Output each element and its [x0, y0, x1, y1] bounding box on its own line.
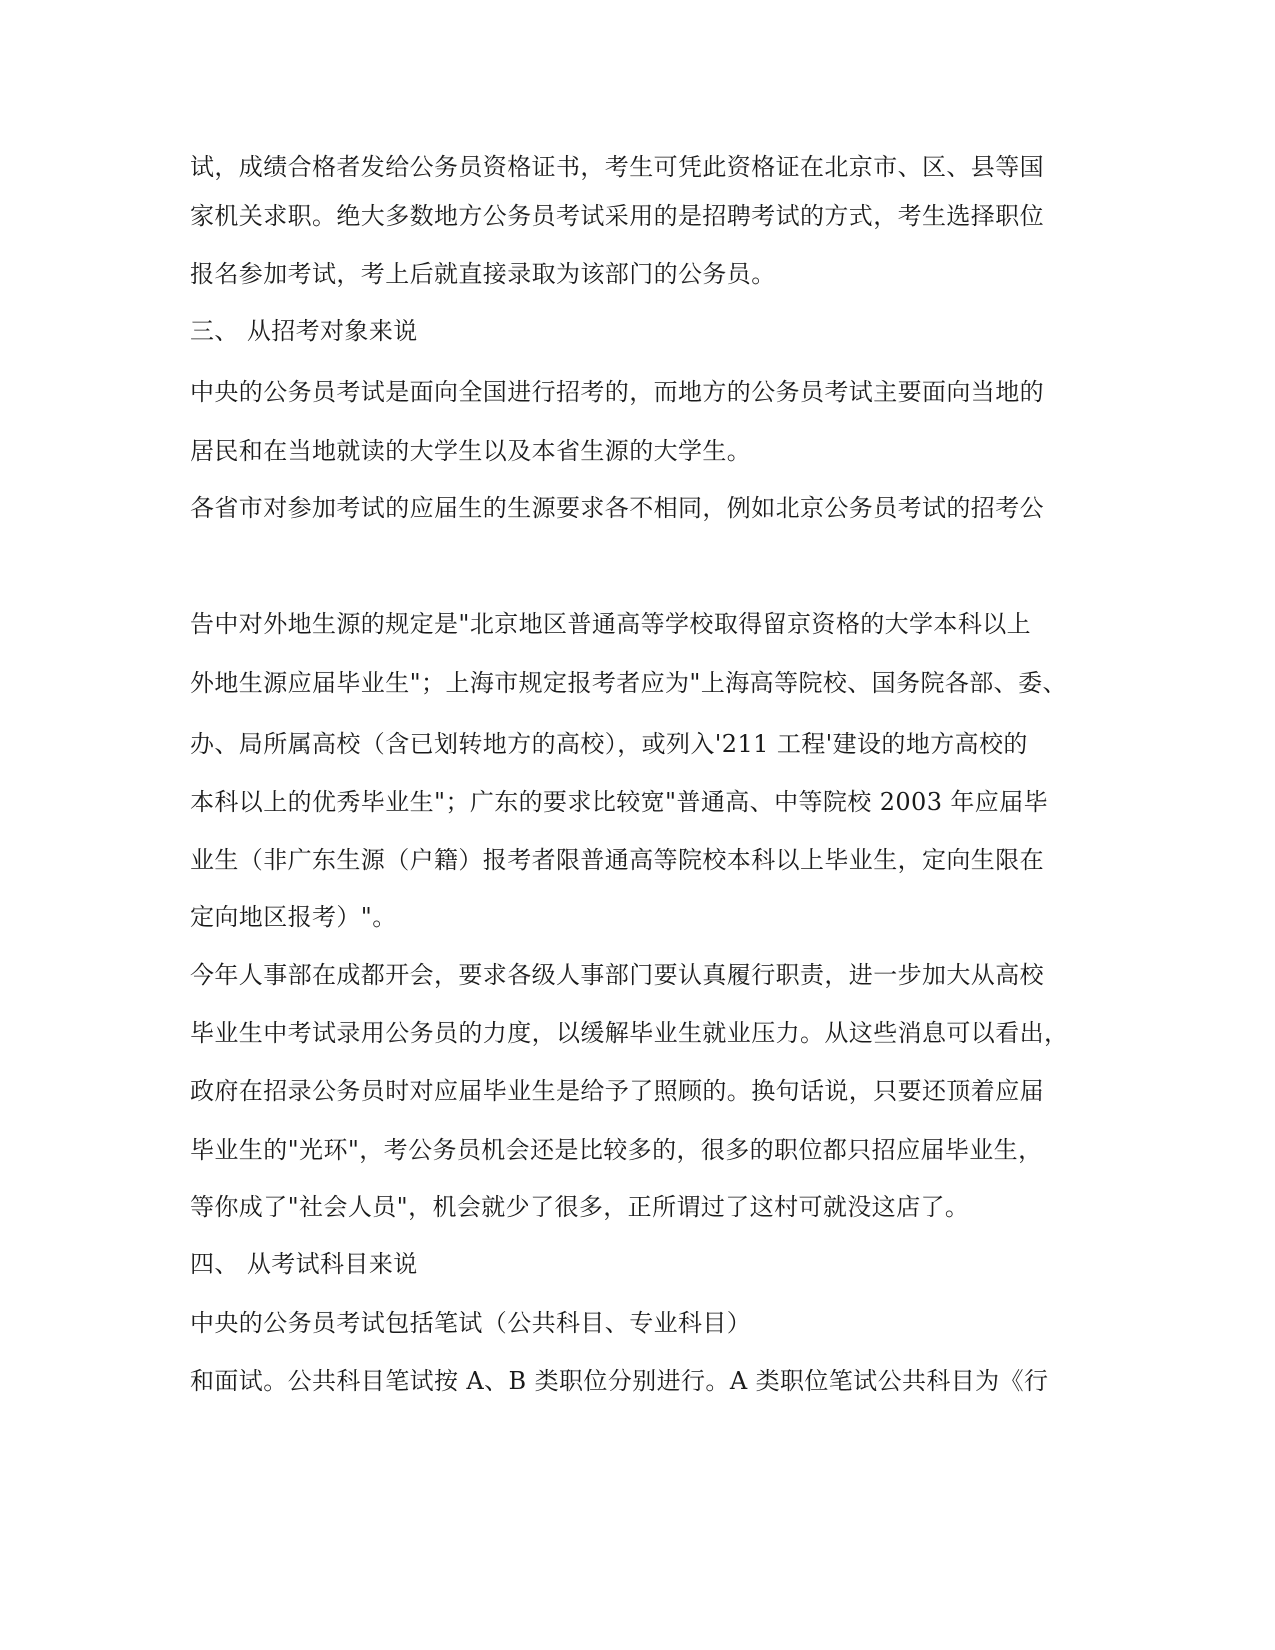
text-line: 今年人事部在成都开会，要求各级人事部门要认真履行职责，进一步加大从高校: [190, 961, 1044, 989]
text-line: 政府在招录公务员时对应届毕业生是给予了照顾的。换句话说，只要还顶着应届: [190, 1077, 1044, 1105]
section-heading: 三、 从招考对象来说: [190, 317, 418, 345]
text-line: 等你成了"社会人员"，机会就少了很多，正所谓过了这村可就没这店了。: [190, 1193, 970, 1221]
text-line: 各省市对参加考试的应届生的生源要求各不相同，例如北京公务员考试的招考公: [190, 494, 1044, 522]
text-line: 定向地区报考）"。: [190, 903, 397, 931]
text-line: 告中对外地生源的规定是"北京地区普通高等学校取得留京资格的大学本科以上: [190, 610, 1032, 638]
text-line: 试，成绩合格者发给公务员资格证书，考生可凭此资格证在北京市、区、县等国: [190, 153, 1044, 181]
text-line: 中央的公务员考试是面向全国进行招考的，而地方的公务员考试主要面向当地的: [190, 378, 1044, 406]
text-line: 和面试。公共科目笔试按 A、B 类职位分别进行。A 类职位笔试公共科目为《行: [190, 1367, 1049, 1395]
text-line: 本科以上的优秀毕业生"；广东的要求比较宽"普通高、中等院校 2003 年应届毕: [190, 788, 1049, 816]
text-line: 毕业生中考试录用公务员的力度，以缓解毕业生就业压力。从这些消息可以看出，: [190, 1019, 1069, 1047]
text-line: 中央的公务员考试包括笔试（公共科目、专业科目）: [190, 1309, 752, 1337]
text-line: 业生（非广东生源（户籍）报考者限普通高等院校本科以上毕业生，定向生限在: [190, 846, 1044, 874]
text-line: 办、局所属高校（含已划转地方的高校），或列入'211 工程'建设的地方高校的: [190, 730, 1028, 758]
text-line: 报名参加考试，考上后就直接录取为该部门的公务员。: [190, 260, 776, 288]
text-line: 家机关求职。绝大多数地方公务员考试采用的是招聘考试的方式，考生选择职位: [190, 202, 1044, 230]
text-line: 毕业生的"光环"，考公务员机会还是比较多的，很多的职位都只招应届毕业生，: [190, 1136, 1043, 1164]
text-line: 居民和在当地就读的大学生以及本省生源的大学生。: [190, 437, 752, 465]
text-line: 外地生源应届毕业生"；上海市规定报考者应为"上海高等院校、国务院各部、委、: [190, 669, 1067, 697]
section-heading: 四、 从考试科目来说: [190, 1250, 418, 1278]
